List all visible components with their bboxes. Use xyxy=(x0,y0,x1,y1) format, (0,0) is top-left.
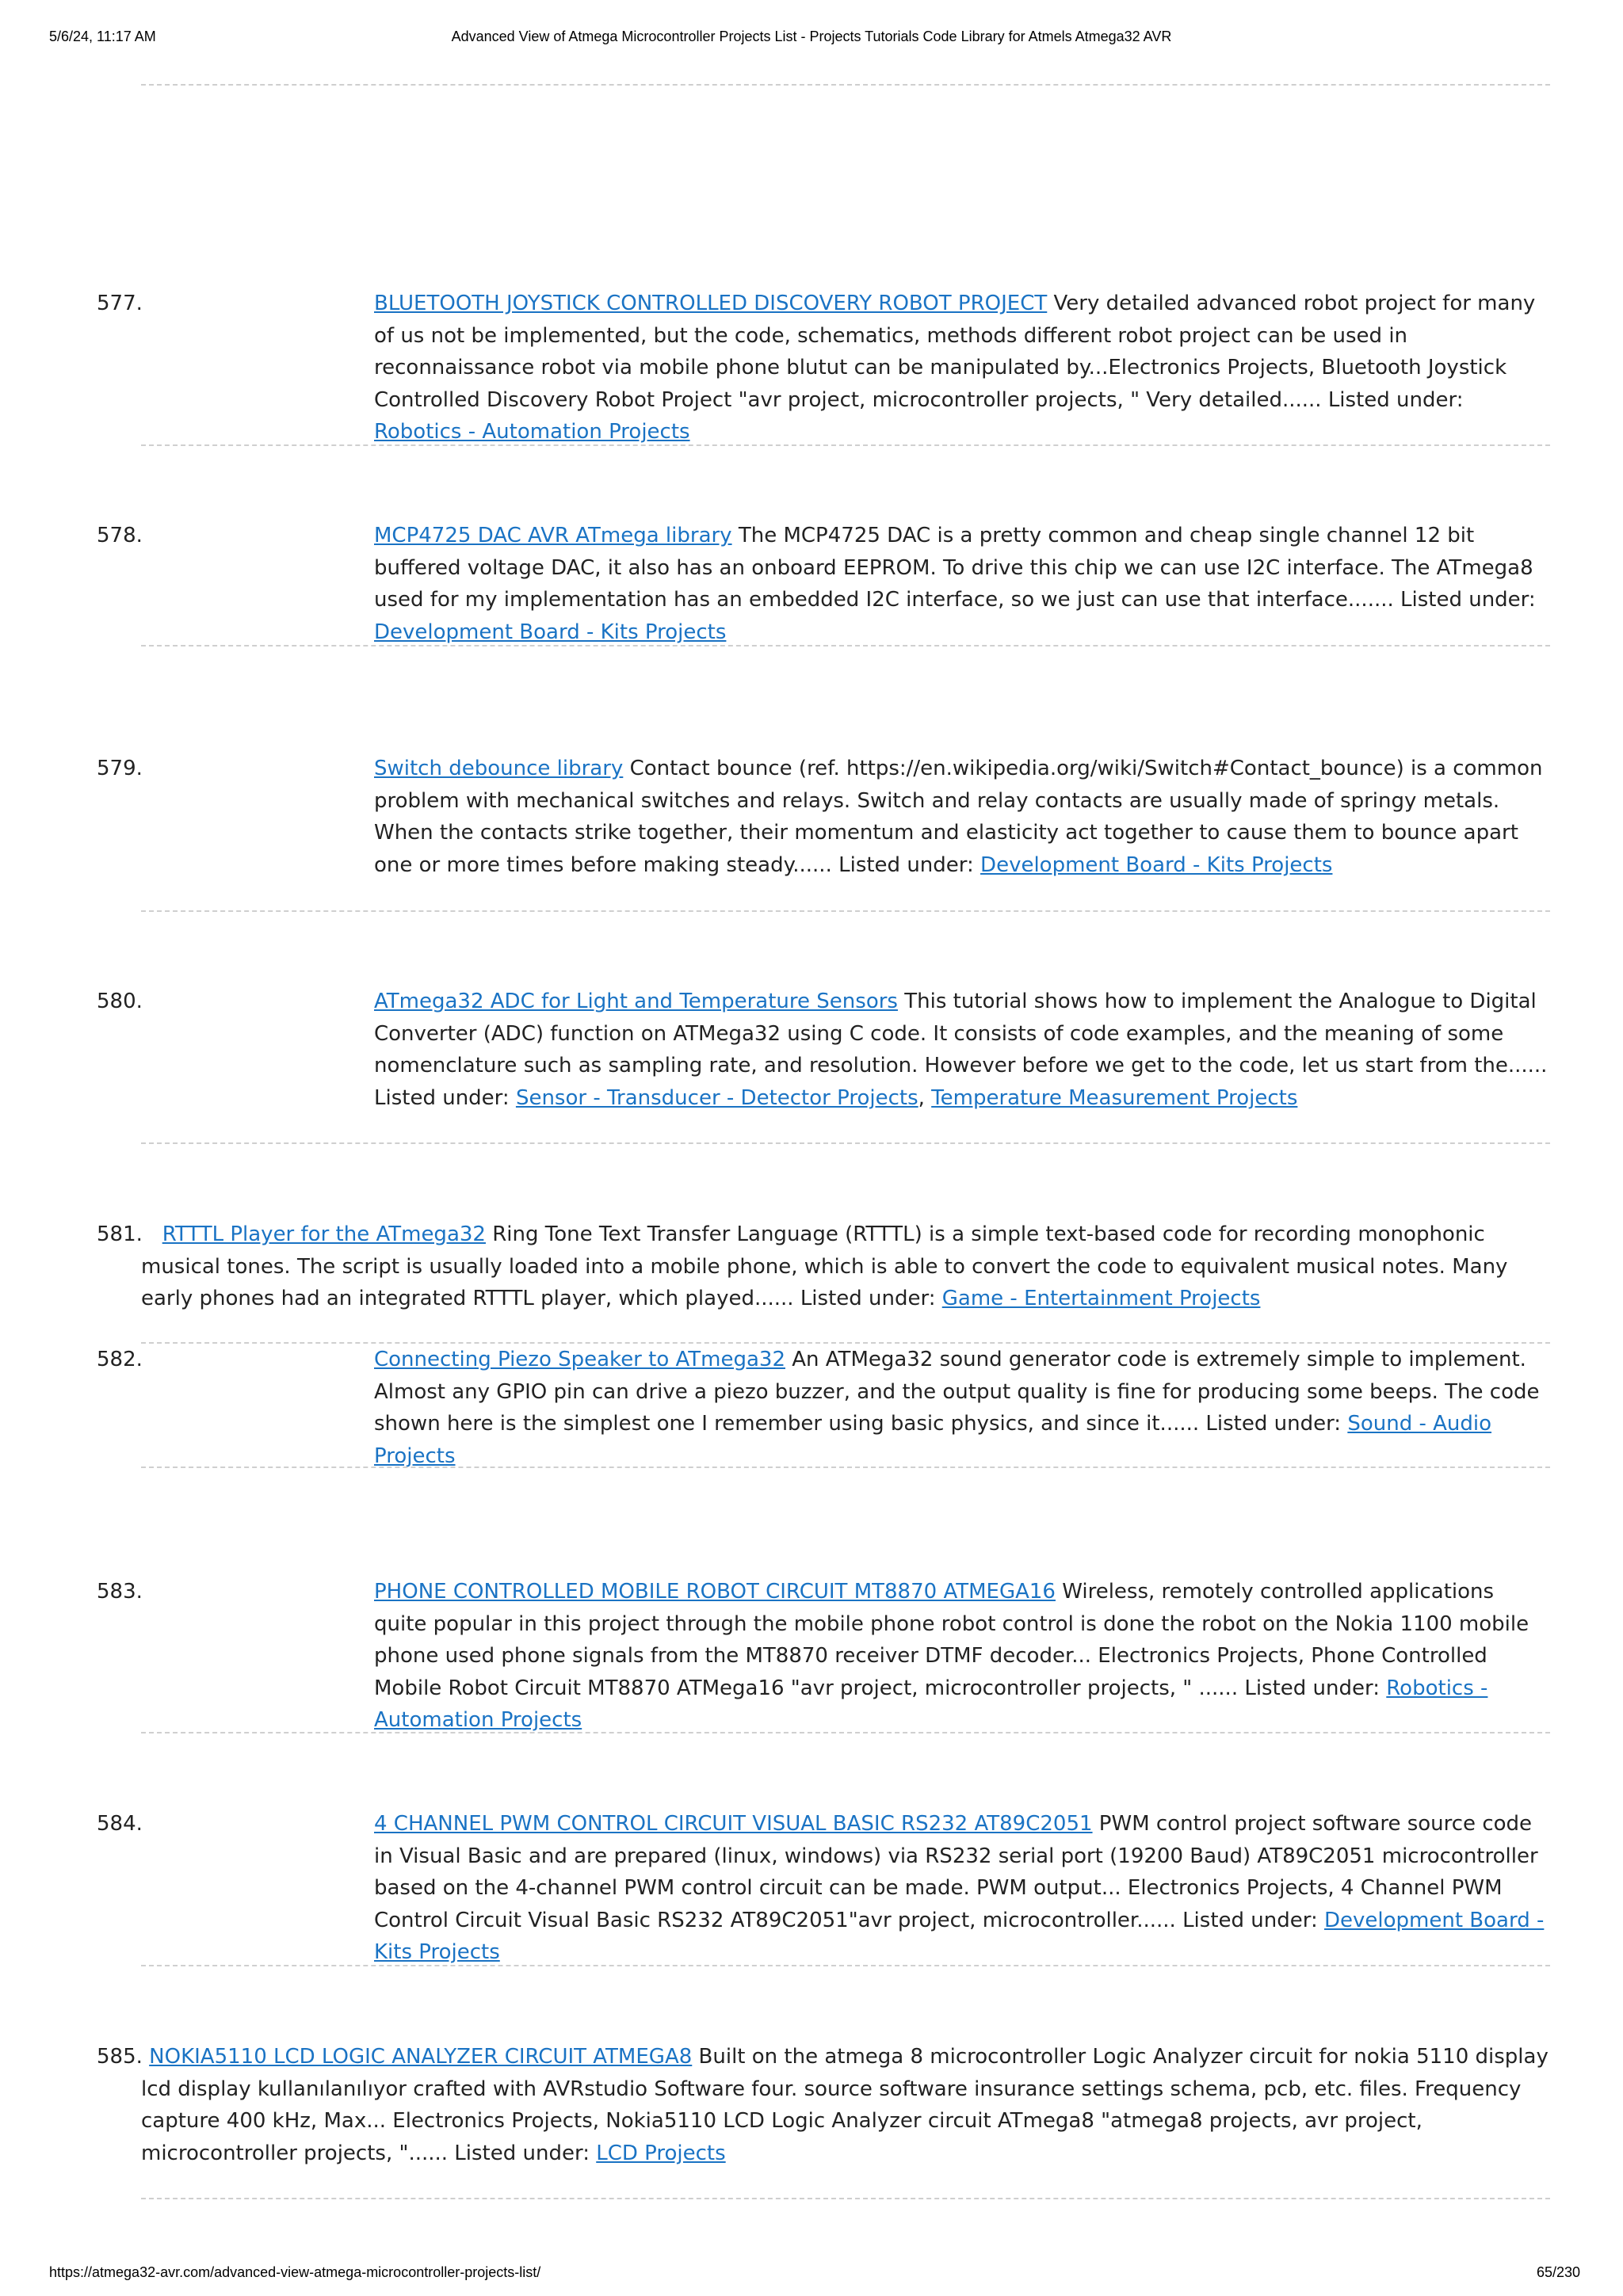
item-body xyxy=(374,520,1550,648)
list-item xyxy=(97,1808,1550,1969)
item-number: 577. xyxy=(97,292,143,315)
separator xyxy=(141,1142,1550,1144)
item-number: 584. xyxy=(97,1812,143,1836)
item-number: 580. xyxy=(97,990,143,1013)
category-link[interactable]: Temperature Measurement Projects xyxy=(931,1085,1298,1110)
category-link[interactable]: Sensor - Transducer - Detector Projects xyxy=(515,1085,918,1110)
separator xyxy=(141,910,1550,912)
page-number: 65/230 xyxy=(1536,2264,1580,2280)
item-title-link[interactable]: BLUETOOTH JOYSTICK CONTROLLED DISCOVERY ROBOT PROJECT xyxy=(374,292,1048,315)
separator xyxy=(141,645,1550,646)
list-item xyxy=(97,1344,1550,1472)
separator xyxy=(141,1466,1550,1468)
item-title-link[interactable]: RTTTL Player for the ATmega32 xyxy=(162,1222,486,1246)
item-body xyxy=(374,288,1550,448)
item-description: Contact bounce (ref. https://en.wikipedia.org/wiki/Switch#Contact_bounce) is a common problem with mechanical switches and relays. Switch and relay contacts are usually made of springy metals. When the contacts strike together, their momentum and elasticity act together to cause them to bounce apart one or more times before making steady...... Listed under: xyxy=(374,757,1543,877)
item-title-link[interactable]: MCP4725 DAC AVR ATmega library xyxy=(374,524,732,547)
list-item xyxy=(97,986,1550,1114)
separator xyxy=(141,444,1550,446)
separator xyxy=(141,2198,1550,2199)
separator xyxy=(141,1732,1550,1733)
item-body xyxy=(374,1576,1550,1737)
item-title-link[interactable]: NOKIA5110 LCD LOGIC ANALYZER CIRCUIT ATMEGA8 xyxy=(149,2045,693,2069)
item-description: An ATMega32 sound generator code is extremely simple to implement. Almost any GPIO pin can drive a piezo buzzer, and the output quality is fine for producing some beeps. The code shown here is the simplest one I remember using basic physics, and since it...... Listed under: xyxy=(374,1348,1540,1436)
item-description: This tutorial shows how to implement the Analogue to Digital Converter (ADC) function on ATMega32 using C code. It consists of code examples, and the meaning of some nomenclature such as sampling rate, and resolution. However before we get to the code, let us start from the...... Listed under: xyxy=(374,990,1548,1110)
item-description: Ring Tone Text Transfer Language (RTTTL) is a simple text-based code for recording monophonic musical tones. The script is usually loaded into a mobile phone, which is able to convert the code to equivalent musical notes. Many early phones had an integrated RTTTL player, which played...... Listed under: xyxy=(141,1222,1508,1310)
item-description: Wireless, remotely controlled applications quite popular in this project through the mobile phone robot control is done the robot on the Nokia 1100 mobile phone used phone signals from the MT8870 receiver DTMF decoder... Electronics Projects, Phone Controlled Mobile Robot Circuit MT8870 ATMega16 "avr project, microcontroller projects, " ...... Listed under: xyxy=(374,1580,1529,1700)
item-description: Very detailed advanced robot project for many of us not be implemented, but the code, schematics, methods different robot project can be used in reconnaissance robot via mobile phone blutut can be manipulated by...Electronics Projects, Bluetooth Joystick Controlled Discovery Robot Project "avr project, microcontroller projects, " Very detailed...... Listed under: xyxy=(374,292,1536,412)
separator xyxy=(141,1965,1550,1966)
item-body xyxy=(374,753,1550,881)
item-title-link[interactable]: Switch debounce library xyxy=(374,757,624,780)
list-item xyxy=(97,1576,1550,1737)
print-date: 5/6/24, 11:17 AM xyxy=(49,29,156,44)
item-body xyxy=(97,1219,1550,1315)
list-item xyxy=(97,1219,1550,1315)
item-number: 579. xyxy=(97,757,143,780)
category-link[interactable]: Robotics - Automation Projects xyxy=(374,420,690,444)
item-title-link[interactable]: PHONE CONTROLLED MOBILE ROBOT CIRCUIT MT8870 ATMEGA16 xyxy=(374,1580,1056,1604)
item-number: 582. xyxy=(97,1348,143,1371)
item-number: 583. xyxy=(97,1580,143,1604)
item-number: 578. xyxy=(97,524,143,547)
category-link[interactable]: Sound - Audio Projects xyxy=(374,1412,1492,1468)
item-title-link[interactable]: 4 CHANNEL PWM CONTROL CIRCUIT VISUAL BASIC RS232 AT89C2051 xyxy=(374,1812,1093,1836)
separator xyxy=(141,84,1550,86)
category-link[interactable]: Game - Entertainment Projects xyxy=(941,1287,1261,1310)
item-body xyxy=(374,986,1550,1114)
list-item xyxy=(97,288,1550,448)
category-separator: , xyxy=(918,1085,932,1110)
item-number: 581. xyxy=(97,1222,143,1246)
item-description: The MCP4725 DAC is a pretty common and cheap single channel 12 bit buffered voltage DAC, it also has an onboard EEPROM. To drive this chip we can use I2C interface. The ATmega8 used for my implementation has an embedded I2C interface, so we just can use that interface....... Listed under: xyxy=(374,524,1536,612)
category-link[interactable]: Development Board - Kits Projects xyxy=(374,1908,1545,1964)
category-link[interactable]: LCD Projects xyxy=(596,2141,726,2165)
list-item xyxy=(97,520,1550,648)
category-link[interactable]: Robotics - Automation Projects xyxy=(374,1676,1488,1732)
item-title-link[interactable]: ATmega32 ADC for Light and Temperature Sensors xyxy=(374,990,898,1013)
category-link[interactable]: Development Board - Kits Projects xyxy=(980,852,1333,877)
item-title-link[interactable]: Connecting Piezo Speaker to ATmega32 xyxy=(374,1348,785,1371)
page-title: Advanced View of Atmega Microcontroller Projects List - Projects Tutorials Code Library for Atmels Atmega32 AVR xyxy=(451,29,1172,44)
page-url: https://atmega32-avr.com/advanced-view-atmega-microcontroller-projects-list/ xyxy=(49,2264,541,2280)
list-item xyxy=(97,753,1550,881)
item-number: 585. xyxy=(97,2045,143,2069)
item-description: PWM control project software source code in Visual Basic and are prepared (linux, windows) via RS232 serial port (19200 Baud) AT89C2051 microcontroller based on the 4-channel PWM control circuit can be made. PWM output... Electronics Projects, 4 Channel PWM Control Circuit Visual Basic RS232 AT89C2051"avr project, microcontroller...... Listed under: xyxy=(374,1812,1538,1932)
item-body xyxy=(374,1344,1550,1472)
item-description: Built on the atmega 8 microcontroller Logic Analyzer circuit for nokia 5110 display lcd display kullanılanılıyor crafted with AVRstudio Software four. source software insurance settings schema, pcb, etc. files. Frequency capture 400 kHz, Max... Electronics Projects, Nokia5110 LCD Logic Analyzer circuit ATmega8 "atmega8 projects, avr project, microcontroller projects, "...... Listed under: xyxy=(141,2045,1549,2165)
category-link[interactable]: Development Board - Kits Projects xyxy=(374,620,727,644)
item-body xyxy=(97,2041,1550,2169)
list-item xyxy=(97,2041,1550,2169)
item-body xyxy=(374,1808,1550,1969)
